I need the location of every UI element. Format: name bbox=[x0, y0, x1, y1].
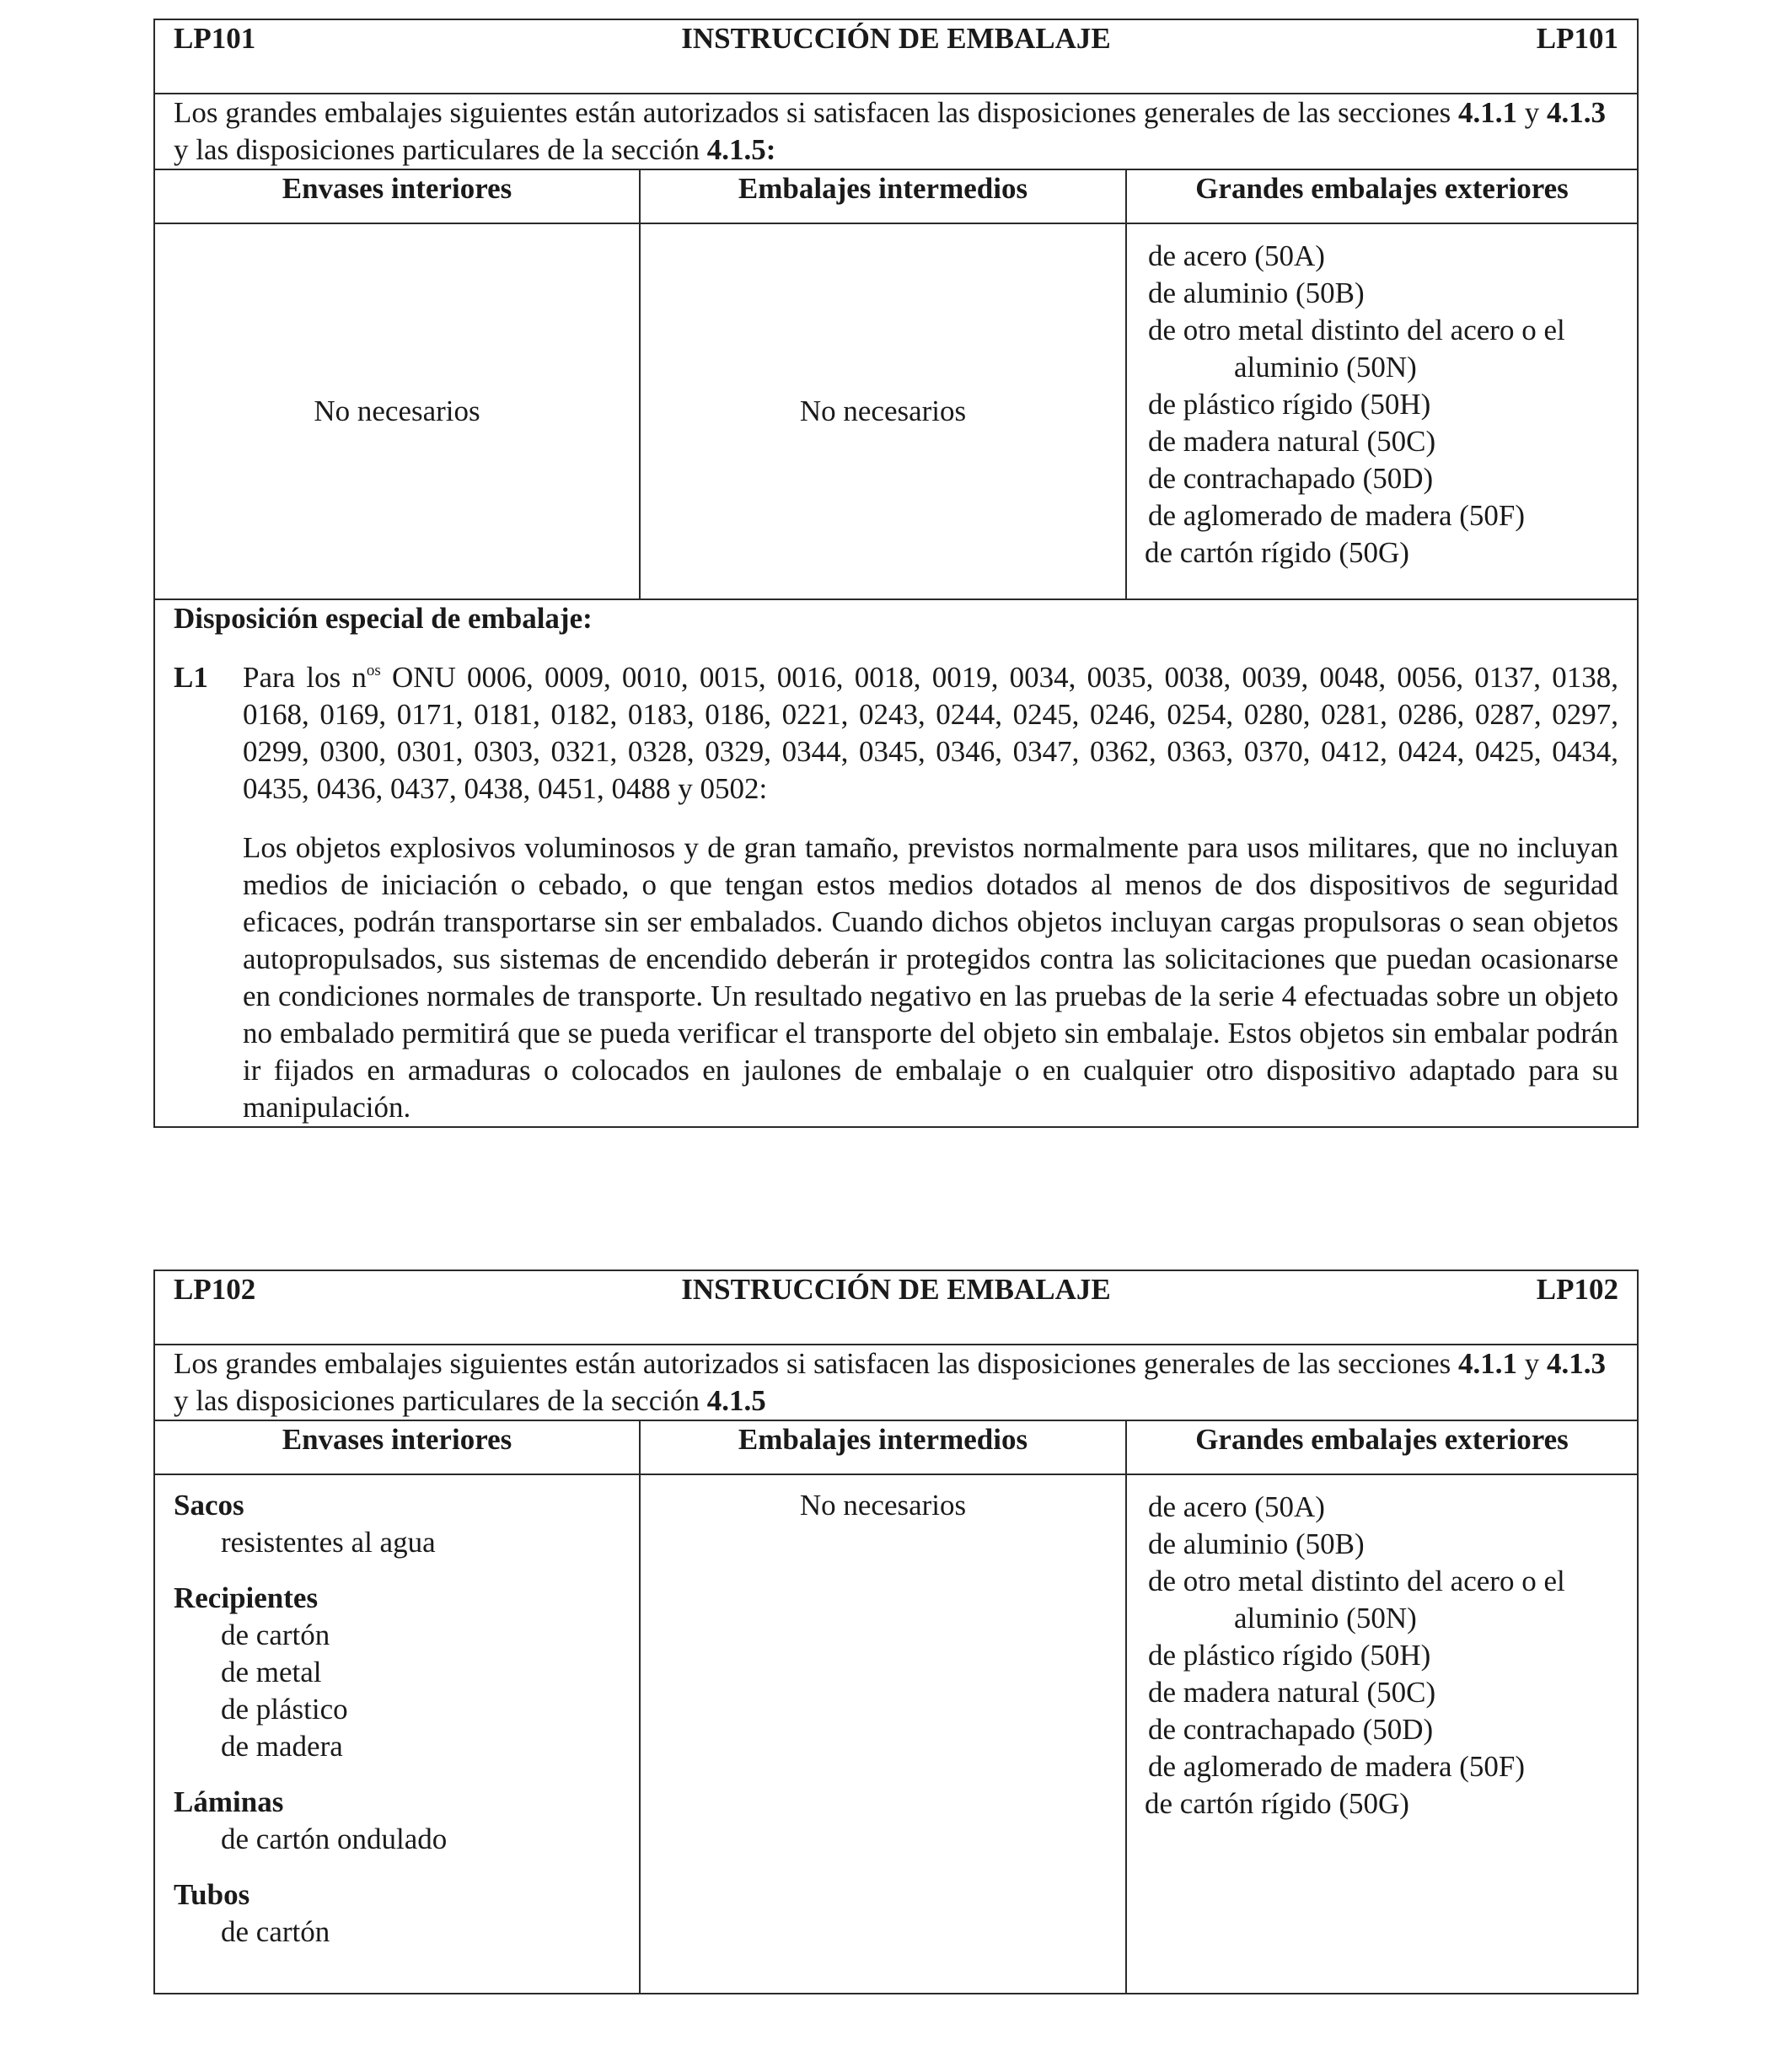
list-item: de aglomerado de madera (50F) bbox=[1148, 1750, 1526, 1783]
list-item: resistentes al agua bbox=[221, 1526, 436, 1559]
section-ref: 4.1.1 bbox=[1457, 1347, 1517, 1380]
list-item: de contrachapado (50D) bbox=[1148, 1713, 1434, 1746]
list-item: de acero (50A) bbox=[1148, 239, 1325, 272]
list-item: de aglomerado de madera (50F) bbox=[1148, 499, 1526, 532]
list-item: de madera bbox=[221, 1730, 343, 1763]
list-item: de aluminio (50B) bbox=[1148, 1527, 1365, 1560]
instruction-code-left: LP102 bbox=[174, 1273, 256, 1306]
packaging-group-recipientes bbox=[174, 1580, 620, 1765]
list-item: de cartón bbox=[221, 1915, 330, 1948]
instruction-title: INSTRUCCIÓN DE EMBALAJE bbox=[681, 1273, 1111, 1306]
inner-packaging-list bbox=[154, 1474, 640, 1994]
list-item: de otro metal distinto del acero o el bbox=[1148, 314, 1565, 346]
outer-packaging-list bbox=[1126, 223, 1638, 599]
special-provision-title: Disposición especial de embalaje: bbox=[174, 602, 593, 635]
section-ref: 4.1.5: bbox=[706, 133, 776, 166]
packaging-group-sacos bbox=[174, 1487, 620, 1561]
list-item: de plástico rígido (50H) bbox=[1148, 388, 1431, 421]
list-item: de madera natural (50C) bbox=[1148, 425, 1436, 458]
list-item: de metal bbox=[221, 1656, 322, 1688]
group-title: Láminas bbox=[174, 1785, 284, 1818]
section-ref: 4.1.3 bbox=[1546, 96, 1606, 129]
column-header-outer: Grandes embalajes exteriores bbox=[1126, 169, 1638, 223]
section-ref: 4.1.1 bbox=[1457, 96, 1517, 129]
list-item: de plástico bbox=[221, 1693, 348, 1726]
instruction-code-left: LP101 bbox=[174, 22, 256, 55]
instruction-code-right: LP102 bbox=[1536, 1273, 1618, 1306]
packaging-group-laminas bbox=[174, 1784, 620, 1858]
list-item: aluminio (50N) bbox=[1234, 351, 1417, 384]
list-item: de cartón ondulado bbox=[221, 1822, 448, 1855]
instruction-header bbox=[154, 1270, 1638, 1345]
list-item: aluminio (50N) bbox=[1234, 1602, 1417, 1635]
list-item: de otro metal distinto del acero o el bbox=[1148, 1565, 1565, 1597]
special-provision-l1 bbox=[174, 659, 1618, 1126]
packing-instruction-lp102 bbox=[153, 1270, 1639, 1994]
provision-code: L1 bbox=[174, 661, 208, 694]
column-headers bbox=[154, 169, 1638, 223]
packaging-group-tubos bbox=[174, 1876, 620, 1951]
list-item: de contrachapado (50D) bbox=[1148, 462, 1434, 495]
list-item: de acero (50A) bbox=[1148, 1490, 1325, 1523]
un-numbers-paragraph: Para los $n^{os}$ ONU 0006, 0009, 0010, 0015, 0016, 0018, 0019, 0034, 0035, 0038, 0039, 0048, 0056, 0137, 0138, 0168, 0169, 0171, 0181, 0182, 0183, 0186, 0221, 0243, 0244, 0245, 0246, 0254, 0280, 0281, 0286, 0287, 0297, 0299, 0300, 0301, 0303, 0321, 0328, 0329, 0344, 0345, 0346, 0347, 0362, 0363, 0370, 0412, 0424, 0425, 0434, 0435, 0436, 0437, 0438, 0451, 0488 y 0502: bbox=[243, 661, 1618, 805]
instruction-header bbox=[154, 19, 1638, 94]
list-item: de cartón rígido (50G) bbox=[1145, 536, 1409, 569]
packaging-row bbox=[154, 1474, 1638, 1994]
column-headers bbox=[154, 1420, 1638, 1474]
intro-text: Los grandes embalajes siguientes están autorizados si satisfacen las disposiciones generales de las secciones 4.1.1 y 4.1.3 y las disposiciones particulares de la sección 4.1.5: bbox=[154, 94, 1638, 169]
outer-packaging-list bbox=[1126, 1474, 1638, 1994]
group-title: Recipientes bbox=[174, 1581, 319, 1614]
column-header-inner: Envases interiores bbox=[154, 169, 640, 223]
intro-row bbox=[154, 1345, 1638, 1420]
column-header-intermediate: Embalajes intermedios bbox=[640, 169, 1126, 223]
group-title: Sacos bbox=[174, 1489, 244, 1522]
section-ref: 4.1.5 bbox=[706, 1384, 766, 1417]
list-item: de madera natural (50C) bbox=[1148, 1676, 1436, 1709]
column-header-inner: Envases interiores bbox=[154, 1420, 640, 1474]
intermediate-packaging-cell: No necesarios bbox=[640, 1474, 1126, 1994]
column-header-intermediate: Embalajes intermedios bbox=[640, 1420, 1126, 1474]
list-item: de cartón bbox=[221, 1618, 330, 1651]
group-title: Tubos bbox=[174, 1878, 250, 1911]
intermediate-packaging-cell: No necesarios bbox=[640, 223, 1126, 599]
packaging-row bbox=[154, 223, 1638, 599]
instruction-title: INSTRUCCIÓN DE EMBALAJE bbox=[681, 22, 1111, 55]
list-item: de aluminio (50B) bbox=[1148, 276, 1365, 309]
intro-row bbox=[154, 94, 1638, 169]
list-item: de cartón rígido (50G) bbox=[1145, 1787, 1409, 1820]
column-header-outer: Grandes embalajes exteriores bbox=[1126, 1420, 1638, 1474]
section-ref: 4.1.3 bbox=[1546, 1347, 1606, 1380]
intro-text: Los grandes embalajes siguientes están autorizados si satisfacen las disposiciones generales de las secciones 4.1.1 y 4.1.3 y las disposiciones particulares de la sección 4.1.5 bbox=[154, 1345, 1638, 1420]
provision-paragraph: Los objetos explosivos voluminosos y de gran tamaño, previstos normalmente para usos militares, que no incluyan medios de iniciación o cebado, o que tengan estos medios dotados al menos de dos dispositivos de seguridad eficaces, podrán transportarse sin ser embalados. Cuando dichos objetos incluyan cargas propulsoras o sean objetos autopropulsados, sus sistemas de encendido deberán ir protegidos contra las solicitaciones que puedan ocasionarse en condiciones normales de transporte. Un resultado negativo en las pruebas de la serie 4 efectuadas sobre un objeto no embalado permitirá que se pueda verificar el transporte del objeto sin embalaje. Estos objetos sin embalar podrán ir fijados en armaduras o colocados en jaulones de embalaje o en cualquier otro dispositivo adaptado para su manipulación. bbox=[243, 831, 1618, 1124]
special-provision-row bbox=[154, 599, 1638, 1127]
list-item: de plástico rígido (50H) bbox=[1148, 1639, 1431, 1672]
inner-packaging-cell: No necesarios bbox=[154, 223, 640, 599]
packing-instruction-lp101 bbox=[153, 19, 1639, 1128]
instruction-code-right: LP101 bbox=[1536, 22, 1618, 55]
